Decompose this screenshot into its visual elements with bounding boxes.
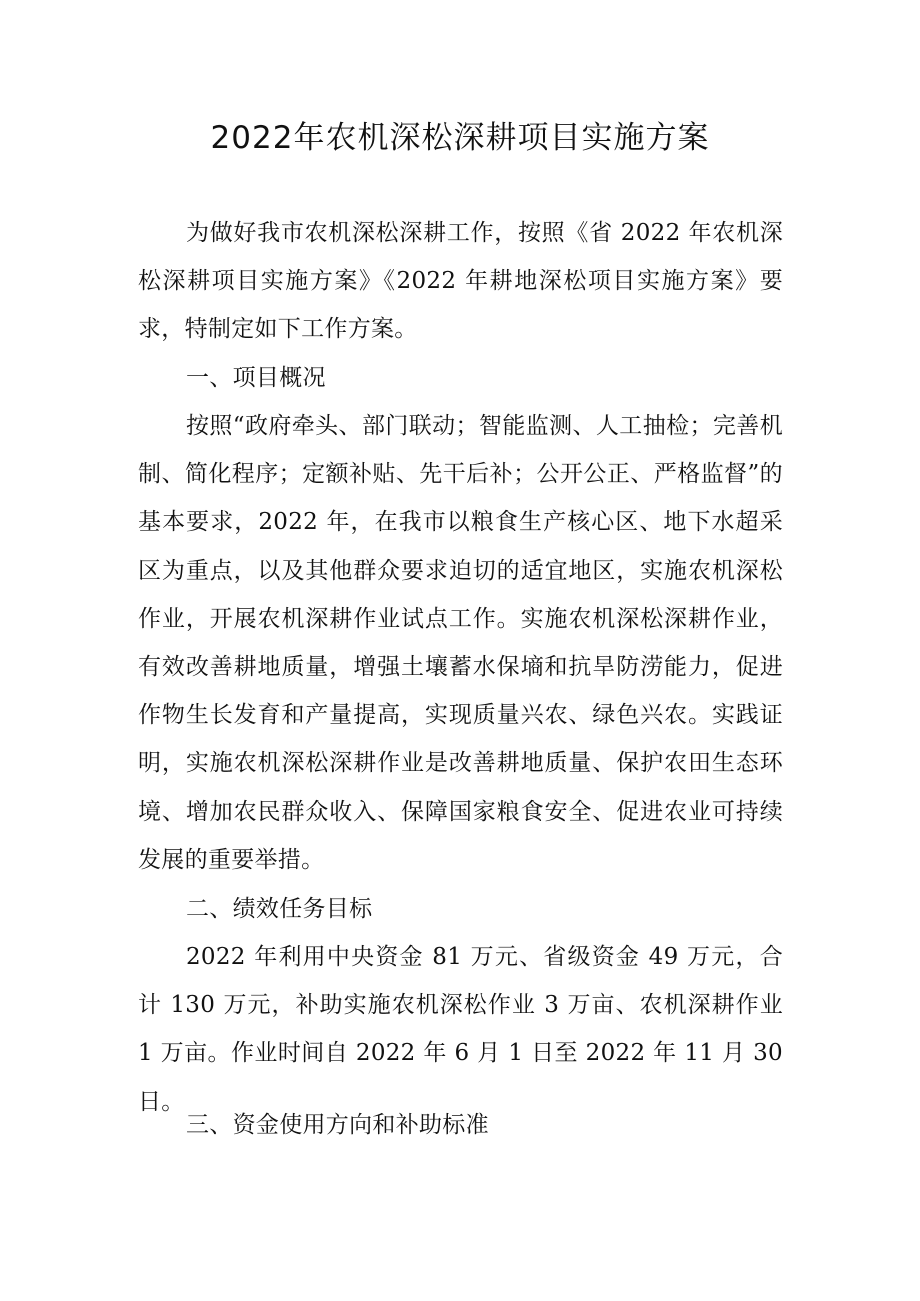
intro-paragraph: 为做好我市农机深松深耕工作，按照《省 2022 年农机深松深耕项目实施方案》《2022 年耕地深松项目实施方案》要求，特制定如下工作方案。: [138, 220, 783, 343]
section-heading-targets: 二、绩效任务目标: [186, 896, 373, 922]
document-title: 2022年农机深松深耕项目实施方案: [210, 120, 710, 156]
section-heading-funding: 三、资金使用方向和补助标准: [186, 1112, 489, 1138]
section-body-targets: 2022 年利用中央资金 81 万元、省级资金 49 万元，合计 130 万元，补助实施农机深松作业 3 万亩、农机深耕作业 1 万亩。作业时间自 2022 年 6 月 1 日至 2022 年 11 月 30 日。: [138, 944, 783, 1115]
section-heading-overview: 一、项目概况: [186, 365, 326, 391]
section-body-overview: 按照“政府牵头、部门联动；智能监测、人工抽检；完善机制、简化程序；定额补贴、先干后补；公开公正、严格监督”的基本要求，2022 年，在我市以粮食生产核心区、地下水超采区为重点，以及其他群众要求迫切的适宜地区，实施农机深松作业，开展农机深耕作业试点工作。实施农机深松深耕作业，有效改善耕地质量，增强土壤蓄水保墒和抗旱防涝能力，促进作物生长发育和产量提高，实现质量兴农、绿色兴农。实践证明，实施农机深松深耕作业是改善耕地质量、保护农田生态环境、增加农民群众收入、保障国家粮食安全、促进农业可持续发展的重要举措。: [138, 413, 783, 873]
